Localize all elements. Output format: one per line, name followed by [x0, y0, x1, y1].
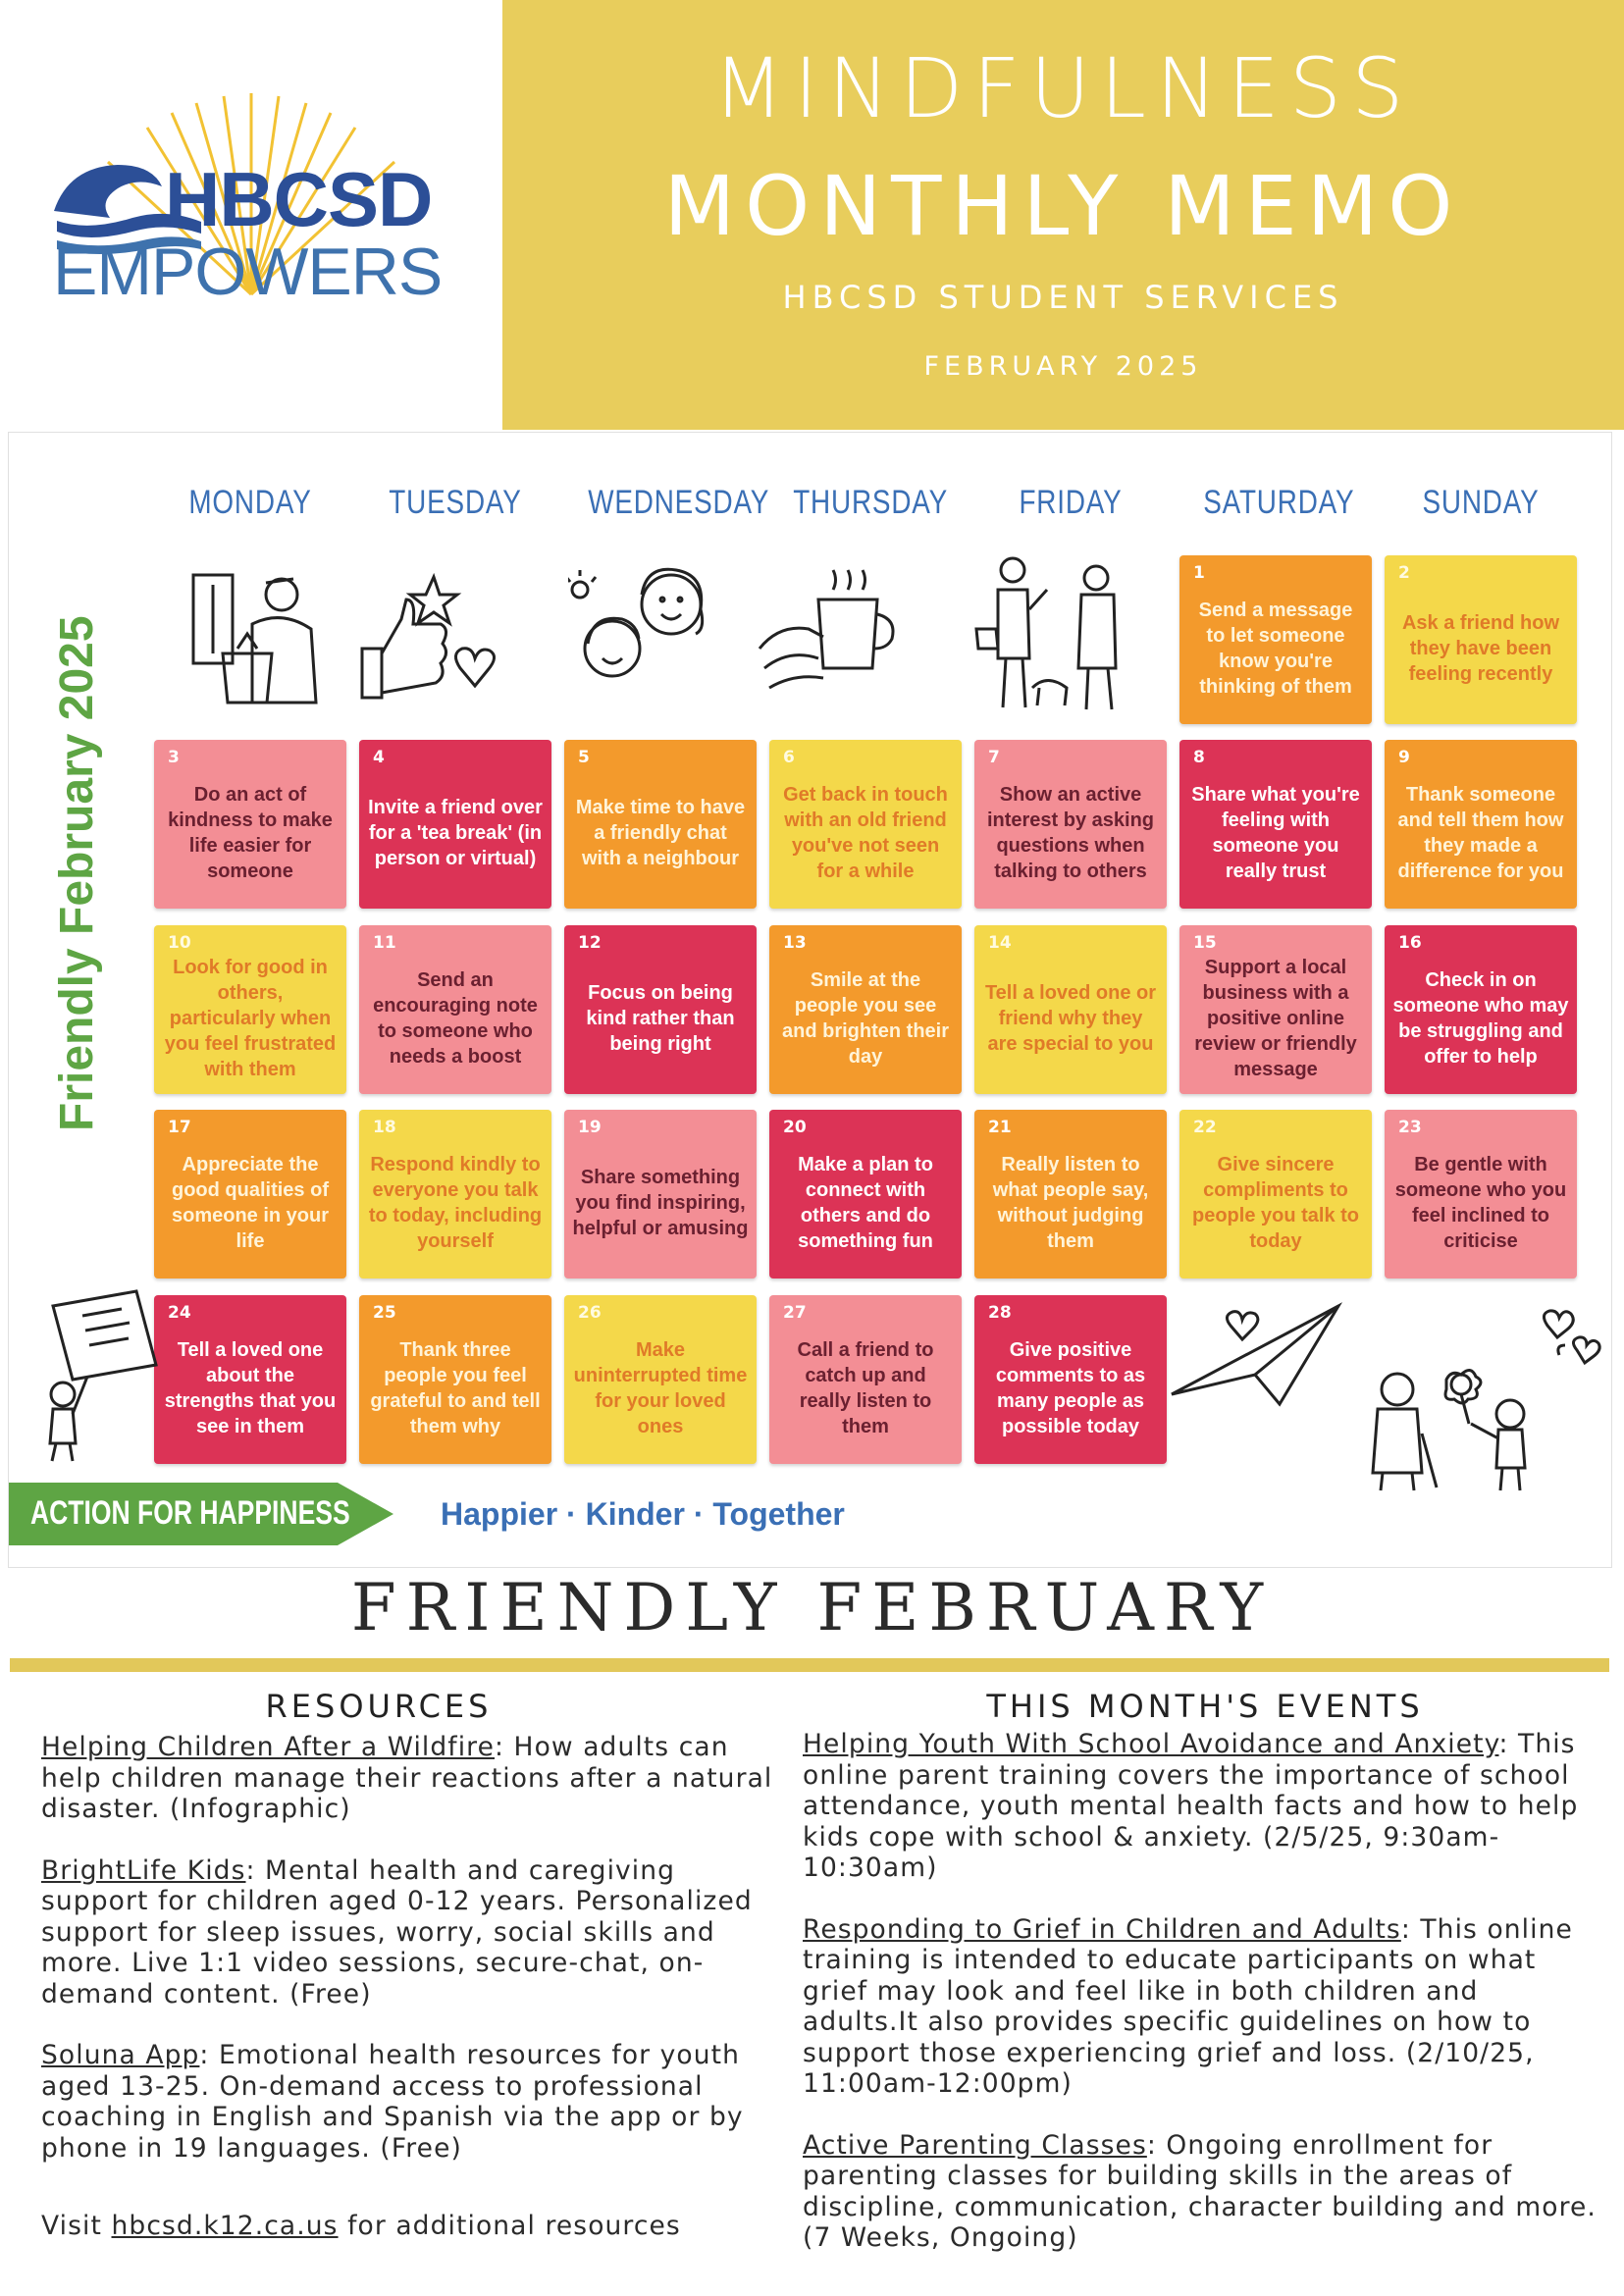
day-activity-text: Tell a loved one about the strengths that you see in them — [164, 1339, 337, 1437]
logo-bottom-text: EMPOWERS — [53, 235, 443, 309]
calendar-day-11 — [359, 925, 551, 1094]
calendar-day-22 — [1179, 1110, 1372, 1278]
hbcsd-website-link[interactable]: hbcsd.k12.ca.us — [111, 2211, 339, 2241]
calendar-day-4 — [359, 740, 551, 909]
day-activity-text: Focus on being kind rather than being right — [586, 982, 735, 1055]
resource-link-soluna[interactable]: Soluna App — [41, 2040, 200, 2070]
day-activity-text: Thank three people you feel grateful to and tell them why — [370, 1339, 541, 1437]
day-header-saturday: SATURDAY — [1203, 484, 1355, 521]
thumbs-up-heart-icon — [352, 570, 499, 707]
day-activity-text: Respond kindly to everyone you talk to today, including yourself — [368, 1154, 543, 1252]
day-number: 15 — [1193, 933, 1217, 953]
event-item — [803, 1914, 1602, 2100]
day-number: 22 — [1193, 1118, 1217, 1137]
day-number: 12 — [578, 933, 602, 953]
day-activity-text: Make time to have a friendly chat with a neighbour — [575, 797, 746, 869]
event-description: : This online parent training covers the importance of school attendance, youth mental health facts and how to help kids cope with school & anxiety. (2/5/25, 9:30am-10:30am) — [803, 1729, 1579, 1883]
day-number: 4 — [373, 748, 385, 767]
calendar-day-5 — [564, 740, 757, 909]
people-sharing-flower-icon — [1324, 1296, 1608, 1492]
day-number: 16 — [1398, 933, 1422, 953]
day-number: 27 — [783, 1303, 807, 1323]
event-link-active-parenting[interactable]: Active Parenting Classes — [803, 2129, 1147, 2161]
resources-list — [41, 1732, 787, 2272]
day-header-friday: FRIDAY — [1019, 484, 1123, 521]
calendar-day-3 — [154, 740, 346, 909]
calendar-day-25 — [359, 1295, 551, 1464]
day-activity-text: Appreciate the good qualities of someone in your life — [171, 1154, 330, 1252]
calendar-day-1 — [1179, 555, 1372, 724]
day-number: 10 — [168, 933, 191, 953]
resource-description: : How adults can help children manage their reactions after a natural disaster. (Infographic) — [41, 1732, 773, 1824]
memo-header — [502, 0, 1624, 430]
day-number: 2 — [1398, 563, 1410, 583]
smiling-faces-icon — [568, 555, 715, 703]
day-number: 18 — [373, 1118, 396, 1137]
calendar-day-6 — [769, 740, 962, 909]
visit-prefix: Visit — [41, 2211, 112, 2241]
day-number: 23 — [1398, 1118, 1422, 1137]
day-header-thursday: THURSDAY — [793, 484, 949, 521]
events-list — [803, 1729, 1602, 2284]
day-activity-text: Make uninterrupted time for your loved ones — [573, 1339, 748, 1437]
day-activity-text: Show an active interest by asking questions when talking to others — [986, 784, 1155, 882]
delivery-person-illustration-icon — [183, 555, 331, 712]
resource-description: : Mental health and caregiving support for children aged 0-12 years. Personalized support for sleep issues, worry, social skills and more. Live 1:1 video sessions, secure-chat, on-demand content. (Free) — [41, 1854, 753, 2009]
day-number: 19 — [578, 1118, 602, 1137]
event-link-school-avoidance[interactable]: Helping Youth With School Avoidance and Anxiety — [803, 1729, 1499, 1759]
day-header-wednesday: WEDNESDAY — [588, 484, 770, 521]
calendar-day-23 — [1385, 1110, 1577, 1278]
day-number: 13 — [783, 933, 807, 953]
event-description: : This online training is intended to educate participants on what grief may look and feel like in both children and adults.It also provides specific guidelines on how to support those experiencing grief and loss. (2/10/25, 11:00am-12:00pm) — [803, 1913, 1573, 2099]
day-activity-text: Send a message to let someone know you're thinking of them — [1198, 600, 1353, 698]
day-number: 3 — [168, 748, 180, 767]
day-activity-text: Invite a friend over for a 'tea break' (in person or virtual) — [368, 797, 543, 869]
day-activity-text: Call a friend to catch up and really listen to them — [797, 1339, 934, 1437]
day-number: 11 — [373, 933, 396, 953]
day-number: 28 — [988, 1303, 1012, 1323]
day-number: 17 — [168, 1118, 191, 1137]
memo-title-line2: MONTHLY MEMO — [663, 158, 1463, 254]
calendar-day-7 — [974, 740, 1167, 909]
day-activity-text: Do an act of kindness to make life easier for someone — [168, 784, 333, 882]
calendar-day-10 — [154, 925, 346, 1094]
calendar-day-20 — [769, 1110, 962, 1278]
day-number: 6 — [783, 748, 795, 767]
people-walking-dog-icon — [969, 550, 1135, 717]
event-link-grief[interactable]: Responding to Grief in Children and Adults — [803, 1913, 1401, 1945]
action-for-happiness-label: ACTION FOR HAPPINESS — [30, 1494, 350, 1532]
calendar-day-24 — [154, 1295, 346, 1464]
event-item — [803, 1729, 1602, 1884]
resource-link-wildfire[interactable]: Helping Children After a Wildfire — [41, 1732, 495, 1762]
event-item — [803, 2130, 1602, 2254]
day-number: 9 — [1398, 748, 1410, 767]
calendar-day-16 — [1385, 925, 1577, 1094]
resource-item — [41, 2040, 787, 2164]
day-number: 1 — [1193, 563, 1205, 583]
resource-link-brightlife[interactable]: BrightLife Kids — [41, 1854, 246, 1886]
calendar-day-28 — [974, 1295, 1167, 1464]
section-title: FRIENDLY FEBRUARY — [350, 1570, 1274, 1645]
day-activity-text: Make a plan to connect with others and do something fun — [798, 1154, 933, 1252]
day-header-tuesday: TUESDAY — [389, 484, 522, 521]
day-number: 20 — [783, 1118, 807, 1137]
resources-heading: RESOURCES — [265, 1688, 493, 1725]
day-number: 5 — [578, 748, 590, 767]
day-number: 25 — [373, 1303, 396, 1323]
visit-line — [41, 2211, 787, 2242]
day-header-monday: MONDAY — [188, 484, 312, 521]
day-activity-text: Thank someone and tell them how they made a difference for you — [1397, 784, 1564, 882]
calendar-day-19 — [564, 1110, 757, 1278]
day-activity-text: Smile at the people you see and brighten their day — [782, 969, 949, 1068]
day-number: 14 — [988, 933, 1012, 953]
day-activity-text: Look for good in others, particularly when you feel frustrated with them — [164, 957, 337, 1080]
day-activity-text: Share something you find inspiring, helpful or amusing — [572, 1167, 749, 1239]
calendar-day-15 — [1179, 925, 1372, 1094]
resource-item — [41, 1732, 787, 1825]
paper-plane-heart-icon — [1162, 1286, 1348, 1424]
hbcsd-logo — [0, 0, 502, 432]
calendar-tagline: Happier · Kinder · Together — [441, 1496, 845, 1532]
memo-date: FEBRUARY 2025 — [923, 351, 1203, 382]
logo-top-text: HBCSD — [165, 156, 433, 242]
section-divider — [10, 1658, 1609, 1672]
calendar-side-title: Friendly February 2025 — [51, 615, 103, 1131]
day-activity-text: Tell a loved one or friend why they are special to you — [984, 982, 1157, 1055]
day-number: 7 — [988, 748, 1000, 767]
day-activity-text: Really listen to what people say, without judging them — [992, 1154, 1149, 1252]
calendar-day-9 — [1385, 740, 1577, 909]
day-activity-text: Check in on someone who may be struggling and offer to help — [1392, 969, 1569, 1068]
calendar-day-2 — [1385, 555, 1577, 724]
memo-subtitle: HBCSD STUDENT SERVICES — [782, 279, 1344, 316]
day-activity-text: Give sincere compliments to people you talk to today — [1191, 1154, 1360, 1252]
day-number: 24 — [168, 1303, 191, 1323]
resource-item — [41, 1855, 787, 2010]
day-number: 21 — [988, 1118, 1012, 1137]
calendar-day-14 — [974, 925, 1167, 1094]
memo-title-line1: MINDFULNESS — [712, 40, 1414, 136]
resource-description: : Emotional health resources for youth aged 13-25. On-demand access to professional coaching in English and Spanish via the app or by phone in 19 languages. (Free) — [41, 2040, 744, 2164]
calendar-day-18 — [359, 1110, 551, 1278]
calendar-day-21 — [974, 1110, 1167, 1278]
event-description: : Ongoing enrollment for parenting classes for building skills in the areas of discipline, communication, character building and more. (7 Weeks, Ongoing) — [803, 2129, 1597, 2253]
day-number: 8 — [1193, 748, 1205, 767]
person-with-letter-icon — [28, 1286, 176, 1463]
day-activity-text: Share what you're feeling with someone you really trust — [1191, 784, 1360, 882]
day-activity-text: Send an encouraging note to someone who needs a boost — [373, 969, 538, 1068]
calendar-day-17 — [154, 1110, 346, 1278]
events-heading: THIS MONTH'S EVENTS — [986, 1688, 1424, 1725]
calendar-day-27 — [769, 1295, 962, 1464]
friendly-february-calendar — [8, 432, 1612, 1568]
visit-suffix: for additional resources — [338, 2211, 681, 2241]
day-activity-text: Give positive comments to as many people as possible today — [995, 1339, 1146, 1437]
hands-holding-mug-icon — [750, 560, 912, 698]
calendar-day-26 — [564, 1295, 757, 1464]
calendar-day-8 — [1179, 740, 1372, 909]
day-header-sunday: SUNDAY — [1422, 484, 1540, 521]
day-activity-text: Be gentle with someone who you feel inclined to criticise — [1394, 1154, 1567, 1252]
day-activity-text: Get back in touch with an old friend you've not seen for a while — [783, 784, 948, 882]
calendar-day-13 — [769, 925, 962, 1094]
day-activity-text: Ask a friend how they have been feeling recently — [1401, 612, 1560, 685]
day-number: 26 — [578, 1303, 602, 1323]
calendar-day-12 — [564, 925, 757, 1094]
day-activity-text: Support a local business with a positive online review or friendly message — [1194, 957, 1357, 1080]
